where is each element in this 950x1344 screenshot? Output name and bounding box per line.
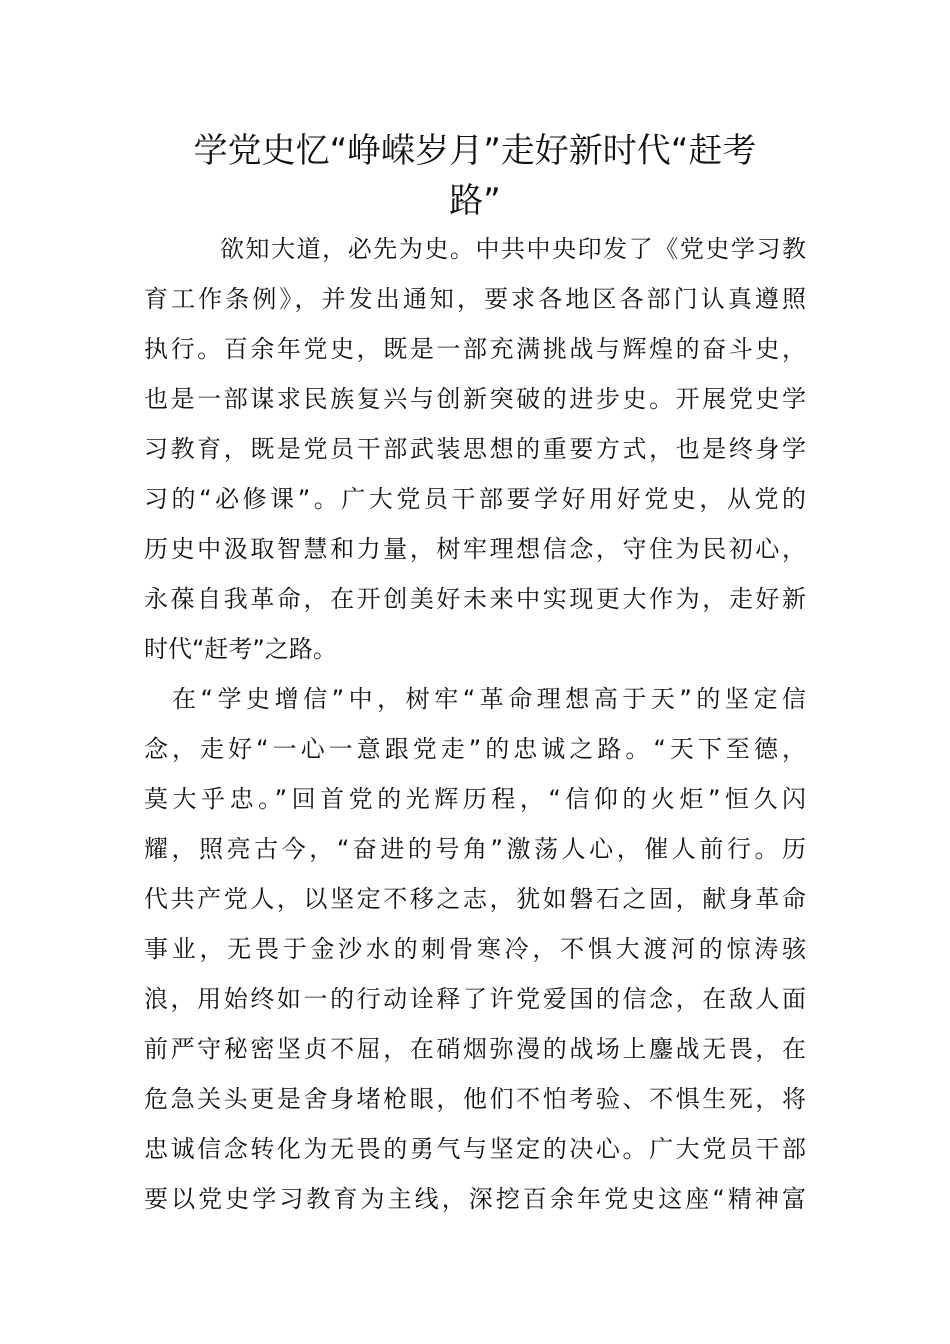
text-line: 要以党史学习教育为主线，深挖百余年党史这座“精神富 bbox=[144, 1185, 806, 1213]
text-line: 执行。百余年党史，既是一部充满挑战与辉煌的奋斗史， bbox=[144, 335, 806, 363]
text-line: 事业，无畏于金沙水的刺骨寒冷，不惧大渡河的惊涛骇 bbox=[144, 935, 806, 963]
text-line: 在“学史增信”中，树牢“革命理想高于天”的坚定信 bbox=[172, 685, 806, 713]
document-body bbox=[144, 224, 806, 1224]
text-line: 代共产党人，以坚定不移之志，犹如磐石之固，献身革命 bbox=[144, 885, 806, 913]
paragraph-2 bbox=[144, 674, 806, 1224]
title-line: 路” bbox=[449, 181, 501, 221]
paragraph-1 bbox=[144, 224, 806, 674]
text-line: 浪，用始终如一的行动诠释了许党爱国的信念，在敌人面 bbox=[144, 985, 806, 1013]
text-line: 历史中汲取智慧和力量，树牢理想信念，守住为民初心， bbox=[144, 535, 806, 563]
text-line: 耀，照亮古今，“奋进的号角”激荡人心，催人前行。历 bbox=[144, 835, 806, 863]
text-line: 忠诚信念转化为无畏的勇气与坚定的决心。广大党员干部 bbox=[144, 1135, 806, 1163]
text-line: 念，走好“一心一意跟党走”的忠诚之路。“天下至德， bbox=[144, 735, 806, 763]
text-line: 习的“必修课”。广大党员干部要学好用好党史，从党的 bbox=[144, 485, 806, 513]
title-line: 学党史忆“峥嵘岁月”走好新时代“赶考 bbox=[193, 131, 757, 171]
text-line: 莫大乎忠。”回首党的光辉历程，“信仰的火炬”恒久闪 bbox=[144, 785, 806, 813]
text-line: 也是一部谋求民族复兴与创新突破的进步史。开展党史学 bbox=[144, 385, 806, 413]
text-line: 育工作条例》，并发出通知，要求各地区各部门认真遵照 bbox=[144, 285, 806, 313]
text-line: 危急关头更是舍身堵枪眼，他们不怕考验、不惧生死，将 bbox=[144, 1085, 806, 1113]
document-title bbox=[140, 126, 810, 226]
text-line: 前严守秘密坚贞不屈，在硝烟弥漫的战场上鏖战无畏，在 bbox=[144, 1035, 806, 1063]
text-line: 时代“赶考”之路。 bbox=[144, 635, 337, 663]
text-line: 习教育，既是党员干部武装思想的重要方式，也是终身学 bbox=[144, 435, 806, 463]
text-line: 欲知大道，必先为史。中共中央印发了《党史学习教 bbox=[220, 235, 806, 263]
text-line: 永葆自我革命，在开创美好未来中实现更大作为，走好新 bbox=[144, 585, 806, 613]
